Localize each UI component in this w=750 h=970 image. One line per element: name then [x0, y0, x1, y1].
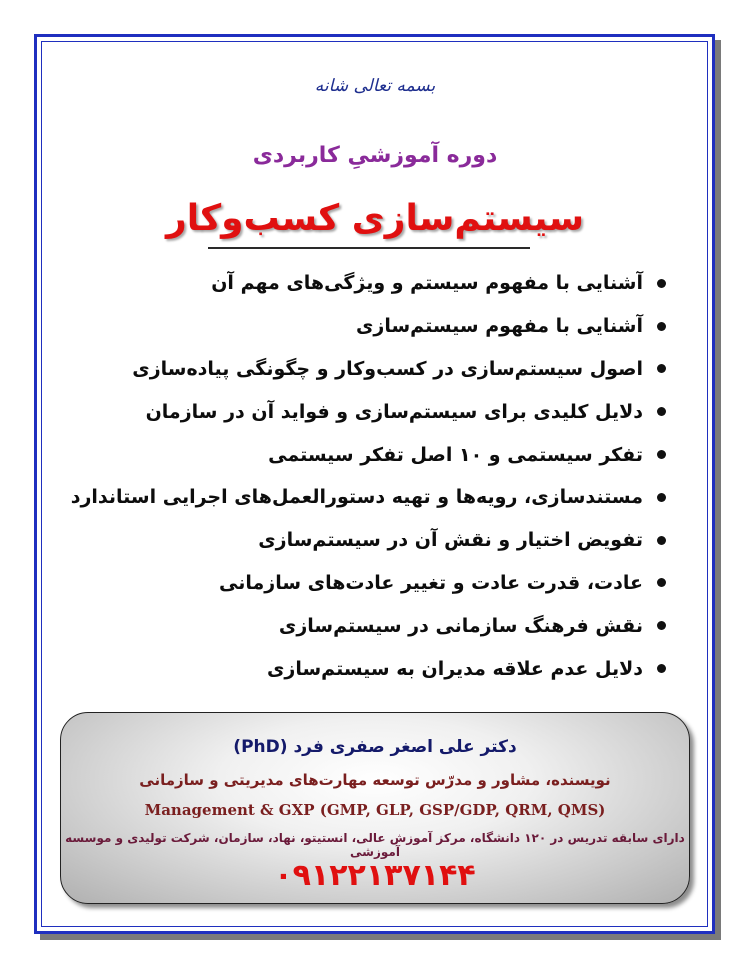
course-subtitle: دوره آموزشیِ کاربردی: [252, 143, 498, 168]
phone-number[interactable]: ۰۹۱۲۲۱۳۷۱۴۴: [274, 858, 476, 893]
basmala: بسمه تعالی شانه: [314, 76, 436, 96]
bullet-icon: [657, 536, 666, 545]
topic-item: [66, 604, 666, 647]
instructor-roles: نویسنده، مشاور و مدرّس توسعه مهارت‌های مدیریتی و سازمانی: [139, 771, 611, 789]
topic-item: [66, 433, 666, 476]
topic-text: آشنایی با مفهوم سیستم‌سازی: [356, 315, 643, 338]
bullet-icon: [657, 322, 666, 331]
instructor-experience: دارای سابقه تدریس در ۱۲۰ دانشگاه، مرکز آموزش عالی، انستیتو، نهاد، سازمان، شرکت تولیدی و موسسه آموزشی: [65, 831, 685, 859]
topic-text: مستندسازی، رویه‌ها و تهیه دستورالعمل‌های اجرایی استاندارد: [70, 486, 643, 509]
topic-text: تفکر سیستمی و ۱۰ اصل تفکر سیستمی: [268, 443, 643, 466]
topic-text: تفویض اختیار و نقش آن در سیستم‌سازی: [258, 529, 643, 552]
topic-item: [66, 348, 666, 391]
instructor-card: [60, 712, 690, 904]
bullet-icon: [657, 279, 666, 288]
bullet-icon: [657, 450, 666, 459]
instructor-name: دکتر علی اصغر صفری فرد (PhD): [233, 737, 517, 757]
title-underline: [208, 247, 530, 249]
topic-text: آشنایی با مفهوم سیستم و ویژگی‌های مهم آن: [211, 272, 643, 295]
topic-item: [66, 647, 666, 690]
course-title: سیستم‌سازی کسب‌وکار: [165, 198, 585, 239]
bullet-icon: [657, 578, 666, 587]
topic-item: [66, 562, 666, 605]
topic-list: [66, 262, 666, 690]
topic-item: [66, 390, 666, 433]
topic-item: [66, 476, 666, 519]
bullet-icon: [657, 364, 666, 373]
topic-item: [66, 519, 666, 562]
topic-item: [66, 305, 666, 348]
topic-item: [66, 262, 666, 305]
topic-text: اصول سیستم‌سازی در کسب‌وکار و چگونگی پیاده‌سازی: [132, 357, 643, 380]
instructor-standards: Management & GXP (GMP, GLP, GSP/GDP, QRM, QMS): [144, 801, 606, 819]
bullet-icon: [657, 664, 666, 673]
frame-shadow-right: [715, 40, 721, 938]
frame-shadow-bottom: [40, 934, 721, 940]
bullet-icon: [657, 407, 666, 416]
bullet-icon: [657, 621, 666, 630]
topic-text: نقش فرهنگ سازمانی در سیستم‌سازی: [278, 614, 643, 637]
topic-text: دلایل کلیدی برای سیستم‌سازی و فواید آن در سازمان: [145, 400, 643, 423]
topic-text: عادت، قدرت عادت و تغییر عادت‌های سازمانی: [219, 571, 643, 594]
bullet-icon: [657, 493, 666, 502]
topic-text: دلایل عدم علاقه مدیران به سیستم‌سازی: [267, 657, 643, 680]
